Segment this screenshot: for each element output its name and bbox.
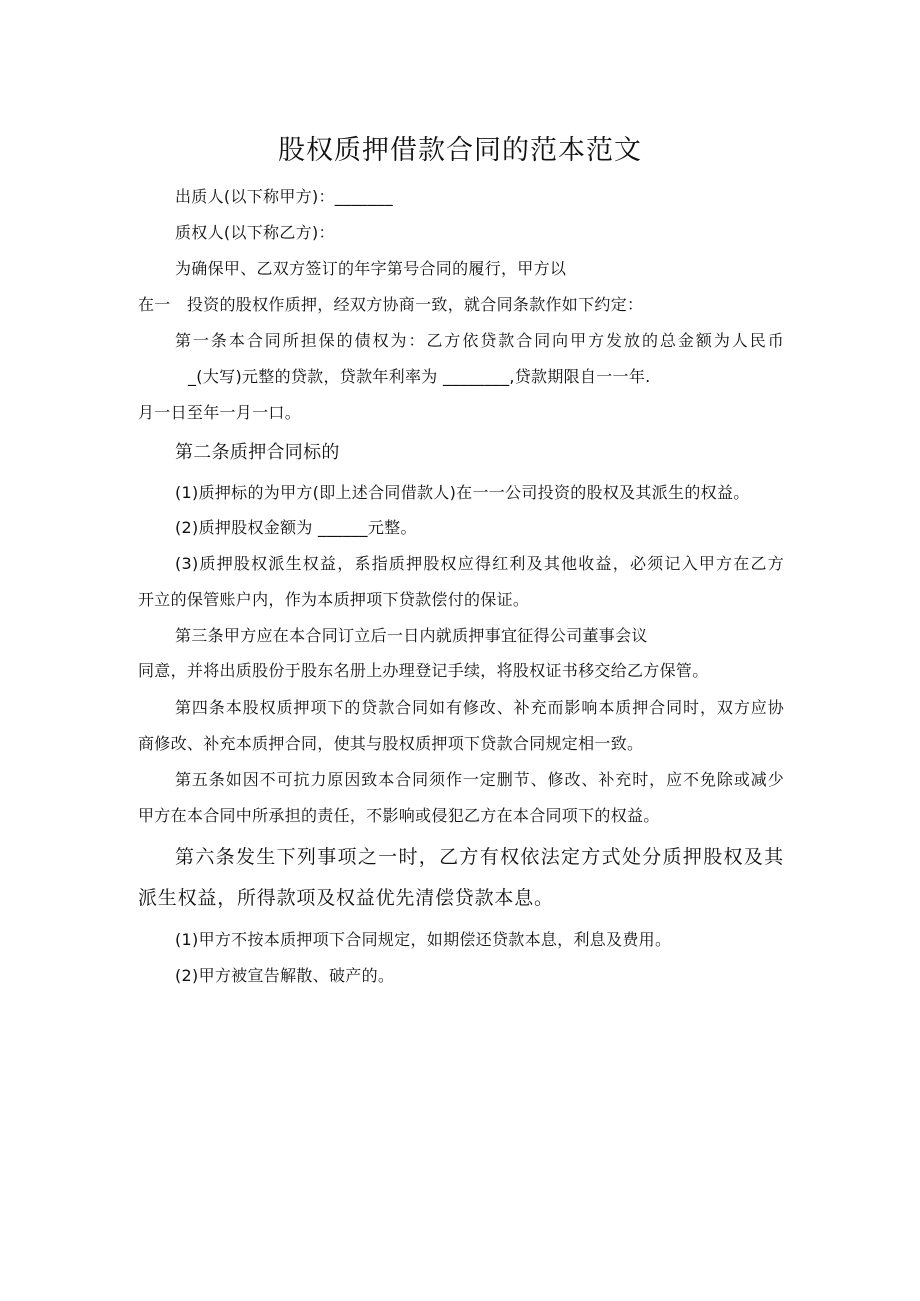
article-4-line-2: 商修改、补充本质押合同，使其与股权质押项下贷款合同规定相一致。 bbox=[138, 734, 644, 753]
article-1-line-1: 第一条本合同所担保的债权为：乙方依贷款合同向甲方发放的总金额为人民币 bbox=[175, 331, 784, 350]
article-6-item-2: (2)甲方被宣告解散、破产的。 bbox=[175, 966, 395, 985]
article-6-line-2: 派生权益，所得款项及权益优先清偿贷款本息。 bbox=[138, 887, 554, 909]
article-4-line-1: 第四条本股权质押项下的贷款合同如有修改、补充而影响本质押合同时，双方应协 bbox=[175, 698, 784, 717]
document-title: 股权质押借款合同的范本范文 bbox=[278, 135, 642, 166]
pledgee-line: 质权人(以下称乙方)： bbox=[175, 223, 335, 242]
article-6-item-1: (1)甲方不按本质押项下合同规定，如期偿还贷款本息，利息及费用。 bbox=[175, 930, 672, 949]
article-2-item-3-line-2: 开立的保管账户内，作为本质押项下贷款偿付的保证。 bbox=[138, 590, 530, 609]
pledgor-line: 出质人(以下称甲方)：_______ bbox=[175, 187, 393, 206]
article-1-line-2: _(大写)元整的贷款，贷款年利率为 ________,贷款期限自一一年. bbox=[188, 367, 651, 386]
preamble-line-2: 在一 投资的股权作质押，经双方协商一致，就合同条款作如下约定： bbox=[138, 295, 644, 314]
article-1-line-3: 月一日至年一月一口。 bbox=[138, 403, 302, 422]
article-2-item-2: (2)质押股权金额为 ______元整。 bbox=[175, 518, 417, 537]
article-3-line-2: 同意，并将出质股份于股东名册上办理登记手续，将股权证书移交给乙方保管。 bbox=[138, 661, 709, 680]
article-3-line-1: 第三条甲方应在本合同订立后一日内就质押事宜征得公司董事会议 bbox=[175, 626, 648, 645]
article-5-line-1: 第五条如因不可抗力原因致本合同须作一定删节、修改、补充时，应不免除或减少 bbox=[175, 770, 784, 789]
article-5-line-2: 甲方在本合同中所承担的责任，不影响或侵犯乙方在本合同项下的权益。 bbox=[138, 806, 660, 825]
article-2-heading: 第二条质押合同标的 bbox=[175, 442, 340, 463]
article-2-item-1: (1)质押标的为甲方(即上述合同借款人)在一一公司投资的股权及其派生的权益。 bbox=[175, 483, 750, 502]
preamble-line-1: 为确保甲、乙双方签订的年字第号合同的履行，甲方以 bbox=[175, 259, 567, 278]
article-2-item-3-line-1: (3)质押股权派生权益，系指质押股权应得红利及其他收益，必须记入甲方在乙方 bbox=[175, 554, 784, 573]
article-6-line-1: 第六条发生下列事项之一时，乙方有权依法定方式处分质押股权及其 bbox=[175, 846, 784, 868]
